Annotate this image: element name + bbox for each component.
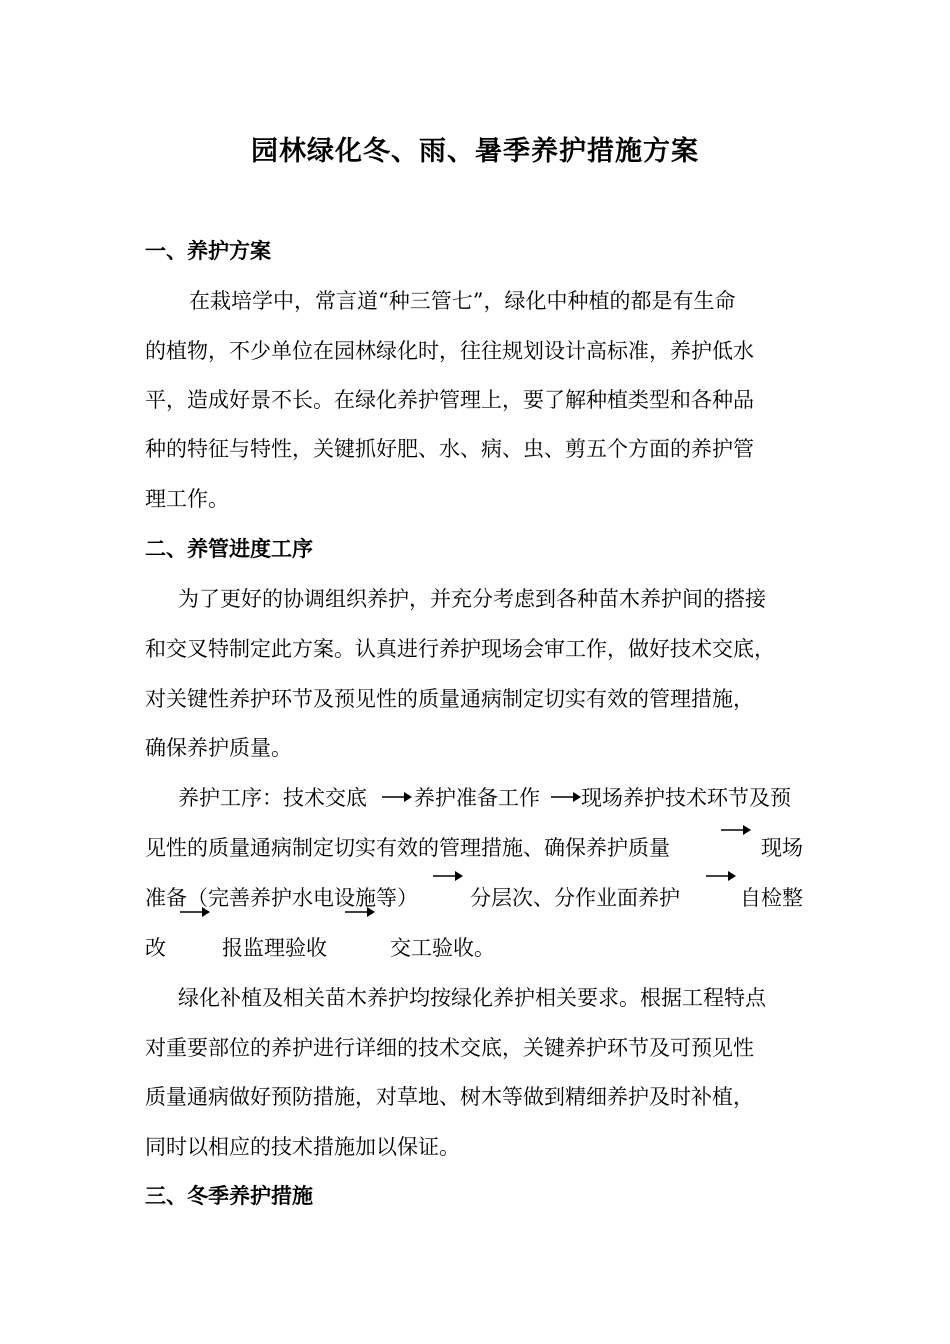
process-step-8: 交工验收。 [390, 936, 495, 960]
arrow-right-icon [180, 906, 210, 918]
paragraph-line: 对关键性养护环节及预见性的质量通病制定切实有效的管理措施， [145, 687, 754, 711]
process-step-6: 自检整 [740, 886, 803, 910]
paragraph-line: 平，造成好景不长。在绿化养护管理上，要了解种植类型和各种品 [145, 388, 754, 412]
arrow-right-icon [345, 906, 375, 918]
arrow-right-icon [721, 824, 751, 836]
paragraph-line: 种的特征与特性，关键抓好肥、水、病、虫、剪五个方面的养护管 [145, 437, 754, 461]
process-step-4: 现场 [761, 836, 803, 860]
paragraph-line: 对重要部位的养护进行详细的技术交底，关键养护环节及可预见性 [145, 1036, 754, 1060]
paragraph-line: 为了更好的协调组织养护，并充分考虑到各种苗木养护间的搭接 [178, 587, 766, 611]
paragraph-line: 理工作。 [145, 487, 229, 511]
section-heading-3: 三、冬季养护措施 [145, 1183, 313, 1208]
section-heading-1: 一、养护方案 [145, 238, 271, 263]
process-step-5: 分层次、分作业面养护 [470, 886, 680, 910]
paragraph-line: 在栽培学中，常言道“种三管七”，绿化中种植的都是有生命 [189, 289, 736, 313]
paragraph-line: 质量通病做好预防措施，对草地、树木等做到精细养护及时补植， [145, 1085, 754, 1109]
paragraph-line: 绿化补植及相关苗木养护均按绿化养护相关要求。根据工程特点 [178, 986, 766, 1010]
section-heading-2: 二、养管进度工序 [145, 536, 313, 561]
process-step-1: 养护工序：技术交底 [178, 786, 367, 810]
arrow-right-icon [706, 870, 736, 882]
paragraph-line: 同时以相应的技术措施加以保证。 [145, 1135, 460, 1159]
document-title: 园林绿化冬、雨、暑季养护措施方案 [251, 136, 699, 167]
process-step-6-cont: 改 [145, 936, 166, 960]
process-step-7: 报监理验收 [222, 936, 327, 960]
process-step-3-cont: 见性的质量通病制定切实有效的管理措施、确保养护质量 [145, 836, 670, 860]
process-step-3: 现场养护技术环节及预 [581, 786, 791, 810]
arrow-right-icon [433, 870, 463, 882]
arrow-right-icon [551, 791, 581, 803]
process-step-2: 养护准备工作 [414, 786, 540, 810]
paragraph-line: 和交叉特制定此方案。认真进行养护现场会审工作，做好技术交底， [145, 637, 775, 661]
arrow-right-icon [382, 791, 412, 803]
paragraph-line: 的植物，不少单位在园林绿化时，往往规划设计高标准，养护低水 [145, 339, 754, 363]
paragraph-line: 确保养护质量。 [145, 736, 292, 760]
process-step-4-cont: 准备（完善养护水电设施等） [145, 886, 418, 910]
